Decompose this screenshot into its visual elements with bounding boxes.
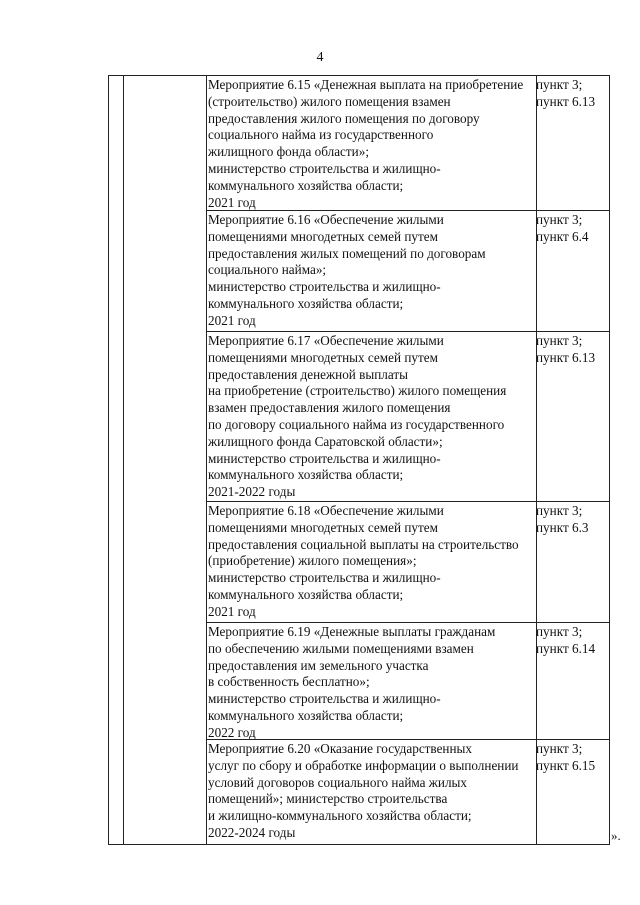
table-row [206, 740, 609, 844]
measure-reference: пункт 3; пункт 6.14 [536, 624, 596, 656]
measure-description: Мероприятие 6.19 «Денежные выплаты гражданам по обеспечению жилыми помещениями взамен предоставления им земельного участка в собственность бесплатно»; министерство строительства и жилищно- коммунального хозяйства области; 2022 год [208, 624, 496, 740]
closing-quote-mark: ». [611, 828, 621, 843]
measure-description: Мероприятие 6.17 «Обеспечение жилыми помещениями многодетных семей путем предоставления денежной выплаты на приобретение (строительство) жилого помещения взамен предоставления жилого помещения по договору социального найма из государственного жилищного фонда Саратовской области»; министерство строительства и жилищно- коммунального хозяйства области; 2021-2022 годы [208, 333, 507, 500]
measure-description: Мероприятие 6.20 «Оказание государственных услуг по сбору и обработке информации о выполнении условий договоров социального найма жилых помещений»; министерство строительства и жилищно-коммунального хозяйства области; 2022-2024 годы [208, 741, 519, 840]
table-row [206, 211, 609, 332]
table-row [206, 332, 609, 502]
measure-reference: пункт 3; пункт 6.13 [536, 77, 596, 109]
measure-reference: пункт 3; пункт 6.15 [536, 741, 596, 773]
measure-reference: пункт 3; пункт 6.13 [536, 333, 596, 365]
measure-reference: пункт 3; пункт 6.3 [536, 503, 589, 535]
measure-reference: пункт 3; пункт 6.4 [536, 212, 589, 244]
table-row [206, 76, 609, 211]
measure-description: Мероприятие 6.15 «Денежная выплата на приобретение (строительство) жилого помещения взамен предоставления жилого помещения по договору социального найма из государственного жилищного фонда области»; министерство строительства и жилищно- коммунального хозяйства области; 2021 год [208, 77, 524, 210]
page-number: 4 [316, 50, 324, 65]
table-row [206, 502, 609, 623]
measure-description: Мероприятие 6.16 «Обеспечение жилыми помещениями многодетных семей путем предоставления жилых помещений по договорам социального найма»; министерство строительства и жилищно- коммунального хозяйства области; 2021 год [208, 212, 486, 328]
table-row [206, 623, 609, 740]
measure-description: Мероприятие 6.18 «Обеспечение жилыми помещениями многодетных семей путем предоставления социальной выплаты на строительство (приобретение) жилого помещения»; министерство строительства и жилищно- коммунального хозяйства области; 2021 год [208, 503, 519, 619]
measures-table [108, 75, 610, 845]
column-divider [123, 76, 124, 844]
